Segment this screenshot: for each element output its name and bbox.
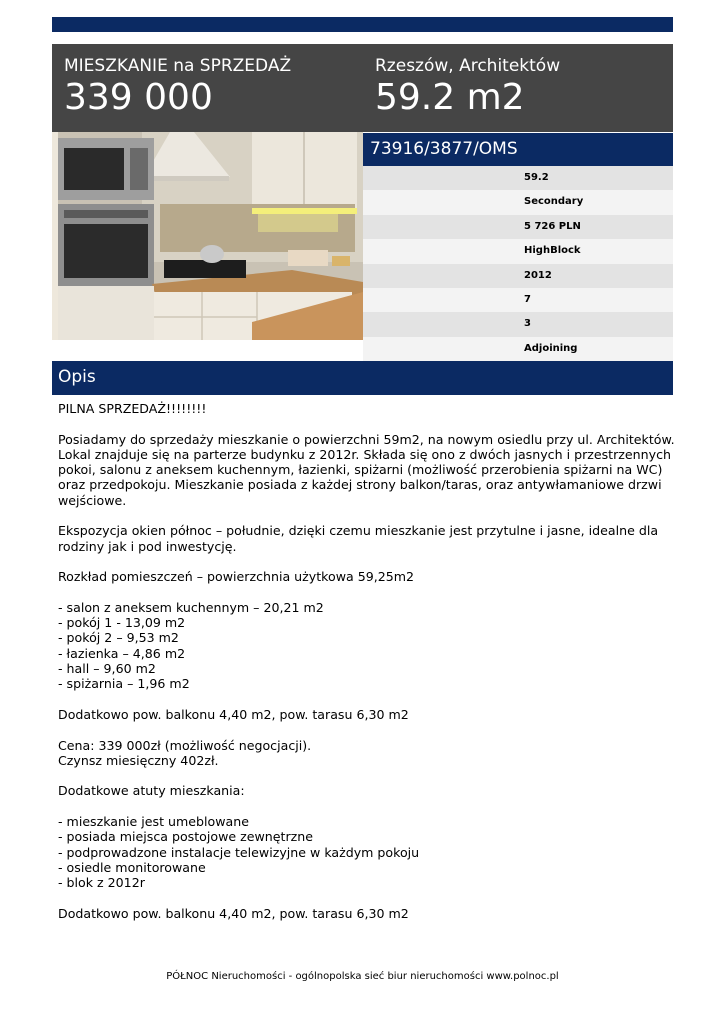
- header-left: [64, 56, 291, 119]
- param-value: 59.2: [524, 172, 549, 183]
- param-value: 5 726 PLN: [524, 220, 581, 232]
- param-value: HighBlock: [524, 245, 581, 257]
- parameters-table: [363, 166, 673, 361]
- param-value: 3: [524, 318, 531, 330]
- description-body: [58, 401, 675, 921]
- footer: PÓŁNOC Nieruchomości - ogólnopolska sieć biur nieruchomości www.polnoc.pl: [166, 971, 559, 982]
- description-line: - spiżarnia – 1,96 m2: [58, 676, 190, 692]
- paragraph-gap: [58, 416, 668, 431]
- property-type-label: MIESZKANIE na SPRZEDAŻ: [64, 56, 292, 76]
- section-title: Opis: [58, 367, 96, 387]
- paragraph-gap: [58, 799, 668, 814]
- param-row: [363, 288, 673, 312]
- description-line: Posiadamy do sprzedaży mieszkanie o powierzchni 59m2, na nowym osiedlu przy ul. Architektów.: [58, 431, 675, 447]
- param-row: [363, 166, 673, 190]
- description-section-header: [52, 361, 673, 395]
- description-line: oraz przedpokoju. Mieszkanie posiada z każdej strony balkon/taras, oraz antywłamaniowe drzwi: [58, 477, 662, 493]
- description-line: - hall – 9,60 m2: [58, 661, 156, 677]
- description-line: - blok z 2012r: [58, 875, 145, 891]
- paragraph-gap: [58, 692, 668, 707]
- description-line: - pokój 2 – 9,53 m2: [58, 630, 179, 646]
- paragraph-gap: [58, 891, 668, 906]
- paragraph-gap: [58, 508, 668, 523]
- description-line: Czynsz miesięczny 402zł.: [58, 752, 219, 768]
- description-line: - łazienka – 4,86 m2: [58, 645, 186, 661]
- reference-bar: [363, 133, 673, 166]
- reference-number: 73916/3877/OMS: [370, 139, 518, 159]
- description-line: Dodatkowo pow. balkonu 4,40 m2, pow. tarasu 6,30 m2: [58, 905, 409, 921]
- description-line: Ekspozycja okien północ – południe, dzięki czemu mieszkanie jest przytulne i jasne, idealne dla: [58, 523, 659, 539]
- kitchen-photo: [52, 132, 363, 340]
- param-value: 7: [524, 293, 531, 305]
- param-row: [363, 264, 673, 288]
- param-row: [363, 215, 673, 239]
- param-row: [363, 312, 673, 336]
- price: 339 000: [64, 77, 213, 118]
- param-value: Adjoining: [524, 342, 578, 354]
- description-line: PILNA SPRZEDAŻ!!!!!!!!: [58, 401, 207, 416]
- description-line: Rozkład pomieszczeń – powierzchnia użytkowa 59,25m2: [58, 569, 415, 585]
- description-line: Cena: 339 000zł (możliwość negocjacji).: [58, 737, 312, 753]
- description-line: pokoi, salonu z aneksem kuchennym, łazienki, spiżarni (możliwość przerobienia spiżarni na WC): [58, 462, 663, 478]
- description-line: - mieszkanie jest umeblowane: [58, 814, 249, 830]
- paragraph-gap: [58, 585, 668, 600]
- description-line: Lokal znajduje się na parterze budynku z 2012r. Składa się ono z dwóch jasnych i przestrzennych: [58, 446, 671, 462]
- listing-header: [52, 44, 673, 132]
- description-line: - pokój 1 - 13,09 m2: [58, 615, 186, 631]
- top-accent-bar: [52, 17, 673, 32]
- description-line: - posiada miejsca postojowe zewnętrzne: [58, 829, 313, 845]
- paragraph-gap: [58, 722, 668, 737]
- param-row: [363, 239, 673, 263]
- paragraph-gap: [58, 768, 668, 783]
- location: Rzeszów, Architektów: [375, 56, 561, 76]
- description-line: - podprowadzone instalacje telewizyjne w każdym pokoju: [58, 844, 420, 860]
- param-value: 2012: [524, 269, 552, 281]
- description-line: - osiedle monitorowane: [58, 859, 206, 875]
- description-line: - salon z aneksem kuchennym – 20,21 m2: [58, 599, 324, 615]
- area: 59.2 m2: [375, 77, 525, 118]
- param-value: Secondary: [524, 196, 584, 208]
- description-line: wejściowe.: [58, 492, 127, 508]
- header-right: [375, 56, 560, 119]
- description-line: Dodatkowo pow. balkonu 4,40 m2, pow. tarasu 6,30 m2: [58, 706, 409, 722]
- param-row: [363, 190, 673, 214]
- paragraph-gap: [58, 554, 668, 569]
- param-row: [363, 337, 673, 361]
- description-line: rodziny jak i pod inwestycję.: [58, 538, 237, 554]
- description-line: Dodatkowe atuty mieszkania:: [58, 783, 245, 799]
